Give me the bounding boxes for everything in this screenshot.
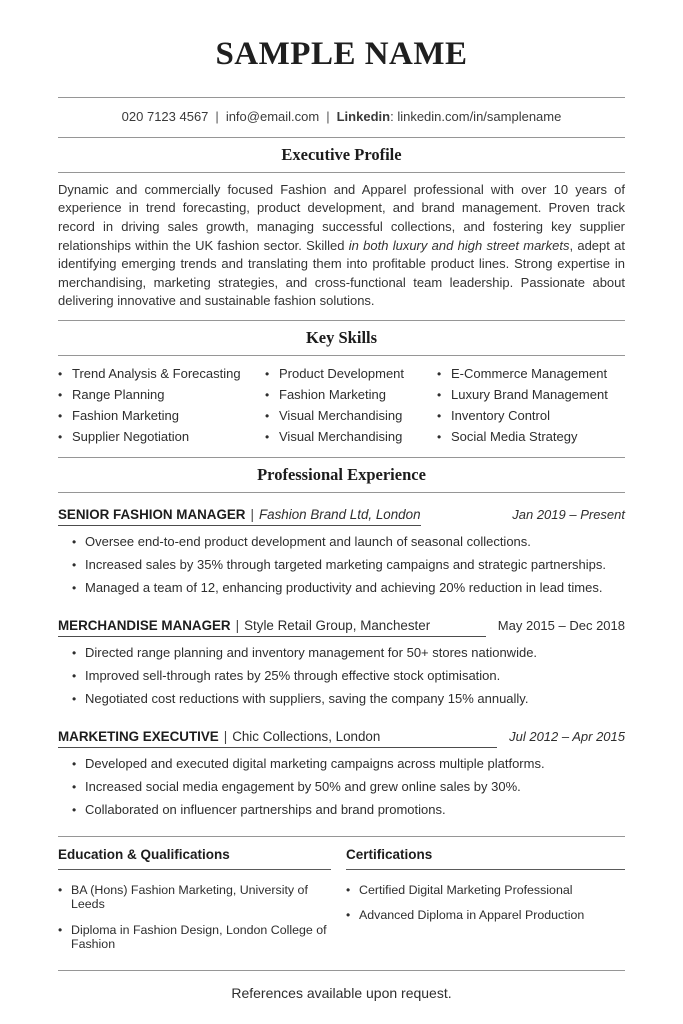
job-bullet [72, 580, 625, 596]
skill-label: Visual Merchandising [279, 407, 403, 423]
skill-item [437, 366, 625, 382]
skill-label: Range Planning [72, 386, 165, 402]
heading-leader-line [380, 728, 497, 748]
bullet-text: Collaborated on influencer partnerships and brand promotions. [85, 801, 446, 817]
bullet-text: Increased sales by 35% through targeted marketing campaigns and strategic partnerships. [85, 556, 607, 572]
skill-item [265, 429, 437, 445]
bullet-icon [265, 429, 279, 445]
job-bullet-list [58, 645, 625, 707]
section-divider [58, 137, 625, 138]
bullet-icon [72, 645, 85, 661]
bullet-text: Improved sell-through rates by 25% through effective stock optimisation. [85, 667, 501, 683]
skill-label: Supplier Negotiation [72, 428, 190, 444]
education-certifications-section [58, 847, 625, 963]
bullet-icon [58, 883, 71, 898]
skill-label: Product Development [279, 365, 405, 381]
bullet-icon [437, 387, 451, 403]
job-bullet-list [58, 534, 625, 596]
skill-item [58, 387, 265, 403]
certification-item [346, 908, 625, 923]
linkedin-label: Linkedin [336, 109, 391, 124]
experience-job [58, 506, 625, 596]
key-skills-grid [58, 366, 625, 445]
job-company: Chic Collections, London [232, 728, 381, 744]
bullet-icon [346, 908, 359, 923]
section-divider [58, 97, 625, 98]
bullet-text: Oversee end-to-end product development and launch of seasonal collections. [85, 533, 531, 549]
education-column [58, 847, 331, 963]
job-dates: May 2015 – Dec 2018 [497, 617, 625, 633]
job-bullet [72, 534, 625, 550]
section-divider [58, 836, 625, 837]
skill-item [437, 408, 625, 424]
job-title: MARKETING EXECUTIVE [58, 728, 219, 744]
experience-heading: Professional Experience [257, 464, 426, 484]
section-divider [58, 355, 625, 356]
job-heading [58, 728, 625, 748]
contact-line [58, 109, 625, 125]
certifications-list [346, 883, 625, 923]
phone-text: 020 7123 4567 [121, 109, 209, 124]
bullet-icon [58, 366, 72, 382]
key-skills-heading: Key Skills [305, 327, 378, 347]
job-company: Fashion Brand Ltd, London [258, 506, 421, 522]
bullet-text: Negotiated cost reductions with suppliers, saving the company 15% annually. [85, 690, 529, 706]
references-note: References available upon request. [231, 984, 452, 1001]
skill-item [265, 408, 437, 424]
bullet-icon [72, 802, 85, 818]
section-divider [58, 492, 625, 493]
bullet-text: Managed a team of 12, enhancing productivity and achieving 20% reduction in lead times. [85, 579, 603, 595]
bullet-icon [265, 408, 279, 424]
job-bullet [72, 756, 625, 772]
experience-job [58, 617, 625, 707]
bullet-icon [265, 387, 279, 403]
education-item [58, 923, 331, 952]
job-title: MERCHANDISE MANAGER [58, 617, 231, 633]
skill-item [265, 387, 437, 403]
bullet-icon [437, 366, 451, 382]
certifications-column [346, 847, 625, 963]
bullet-text: Developed and executed digital marketing campaigns across multiple platforms. [85, 755, 545, 771]
job-separator: | [235, 617, 240, 633]
job-bullet [72, 557, 625, 573]
linkedin-text: linkedin.com/in/samplename [397, 109, 562, 124]
education-text: Diploma in Fashion Design, London College of Fashion [71, 922, 327, 952]
bullet-icon [72, 557, 85, 573]
education-text: BA (Hons) Fashion Marketing, University of Leeds [71, 882, 308, 912]
email-text: info@email.com [225, 109, 320, 124]
profile-text-start: Dynamic and commercially focused Fashion and Apparel professional with over 10 years of experience in trend forecasting, product development, and brand management. Proven track record in driving sales growth, managing successful collections, and fostering key supplier relationships within the UK fashion sector. Skilled [58, 181, 625, 253]
job-dates: Jul 2012 – Apr 2015 [509, 728, 625, 744]
experience-job [58, 728, 625, 818]
skill-label: Visual Merchandising [279, 428, 403, 444]
bullet-text: Increased social media engagement by 50% and grew online sales by 30%. [85, 778, 521, 794]
contact-separator: | [215, 109, 219, 124]
skill-label: Inventory Control [451, 407, 550, 423]
profile-text-italic: in both luxury and high street markets [348, 237, 570, 253]
bullet-icon [72, 534, 85, 550]
certification-item [346, 883, 625, 898]
bullet-text: Directed range planning and inventory management for 50+ stores nationwide. [85, 644, 538, 660]
job-company: Style Retail Group, Manchester [244, 617, 431, 633]
section-divider [58, 172, 625, 173]
bullet-icon [72, 580, 85, 596]
skill-label: Fashion Marketing [72, 407, 179, 423]
heading-leader-line [430, 617, 486, 637]
education-heading: Education & Qualifications [58, 847, 331, 870]
executive-profile-heading: Executive Profile [281, 145, 402, 164]
experience-list [58, 506, 625, 818]
job-heading [58, 506, 625, 526]
heading-leader-line [421, 506, 501, 526]
job-heading [58, 617, 625, 637]
section-divider [58, 970, 625, 971]
job-bullet [72, 802, 625, 818]
contact-separator: | [326, 109, 330, 124]
skill-item [58, 366, 265, 382]
job-bullet [72, 779, 625, 795]
page-title: SAMPLE NAME [215, 36, 468, 72]
skill-label: Fashion Marketing [279, 386, 386, 402]
job-bullet [72, 645, 625, 661]
bullet-icon [72, 691, 85, 707]
skill-item [437, 429, 625, 445]
certification-text: Certified Digital Marketing Professional [359, 882, 573, 897]
skill-item [58, 408, 265, 424]
bullet-icon [346, 883, 359, 898]
bullet-icon [437, 408, 451, 424]
bullet-icon [72, 668, 85, 684]
bullet-icon [437, 429, 451, 445]
bullet-icon [265, 366, 279, 382]
bullet-icon [58, 408, 72, 424]
profile-text-end: , adept at identifying emerging trends and translating them into profitable product lines. Strong expertise in merchandising, marketing strategies, and cross-functional team leadership. Passionate about delivering innovative and sustainable fashion solutions. [58, 237, 625, 309]
certification-text: Advanced Diploma in Apparel Production [359, 908, 585, 923]
executive-profile-paragraph [58, 181, 625, 311]
job-bullet [72, 691, 625, 707]
job-title: SENIOR FASHION MANAGER [58, 506, 246, 522]
job-bullet [72, 668, 625, 684]
skill-label: Social Media Strategy [451, 428, 578, 444]
bullet-icon [72, 756, 85, 772]
bullet-icon [58, 923, 71, 938]
linkedin-colon: : [390, 109, 394, 124]
skill-item [265, 366, 437, 382]
education-item [58, 883, 331, 912]
section-divider [58, 457, 625, 458]
job-dates: Jan 2019 – Present [512, 506, 625, 522]
job-separator: | [223, 728, 228, 744]
bullet-icon [58, 429, 72, 445]
job-separator: | [250, 506, 254, 522]
job-bullet-list [58, 756, 625, 818]
skill-label: E-Commerce Management [451, 365, 608, 381]
skill-label: Luxury Brand Management [451, 386, 608, 402]
skill-label: Trend Analysis & Forecasting [72, 365, 241, 381]
skill-item [437, 387, 625, 403]
section-divider [58, 320, 625, 321]
bullet-icon [58, 387, 72, 403]
certifications-heading: Certifications [346, 847, 625, 870]
skill-item [58, 429, 265, 445]
education-list [58, 883, 331, 952]
bullet-icon [72, 779, 85, 795]
